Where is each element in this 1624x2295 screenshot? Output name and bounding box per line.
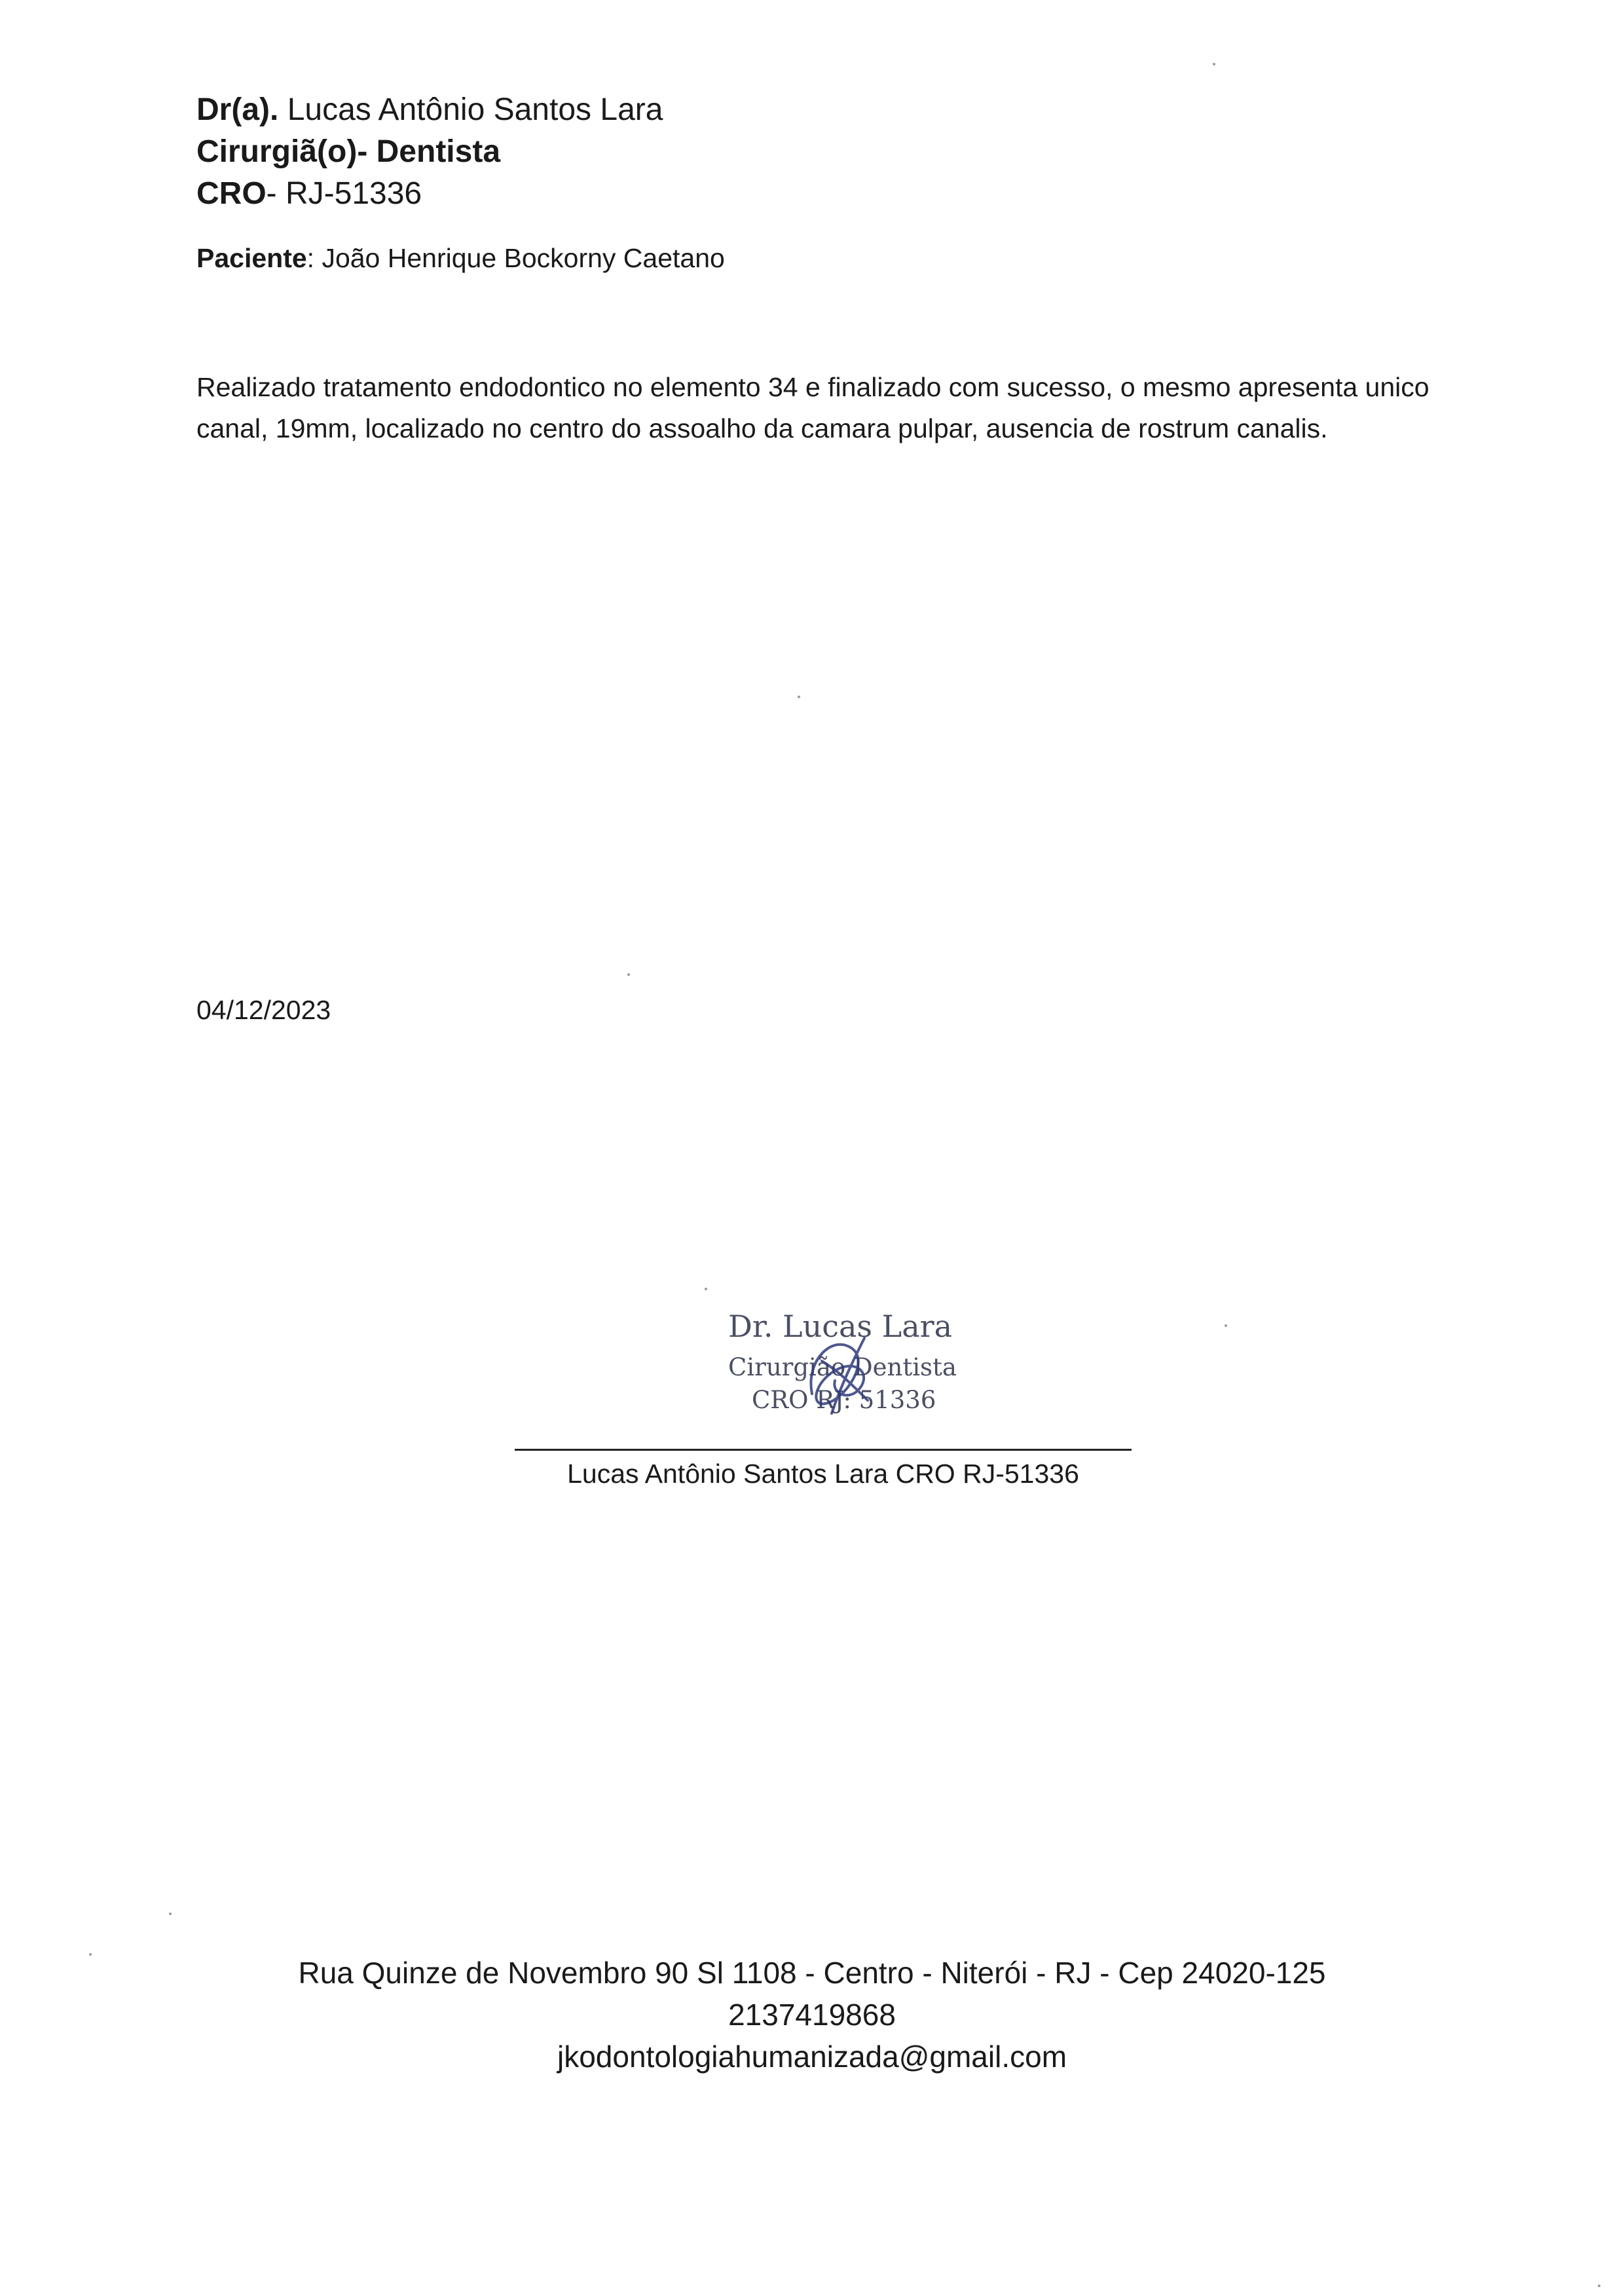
scan-speck <box>169 1912 172 1915</box>
signature-caption: Lucas Antônio Santos Lara CRO RJ-51336 <box>567 1459 1079 1489</box>
scan-speck <box>627 973 630 976</box>
cro-label: CRO <box>196 176 267 211</box>
scan-speck <box>89 1953 92 1956</box>
doctor-stamp <box>720 1309 995 1427</box>
footer-email: jkodontologiahumanizada@gmail.com <box>557 2040 1067 2074</box>
doctor-name-line <box>196 89 663 131</box>
scan-speck <box>1598 2285 1600 2287</box>
stamp-cro: CRO RJ: 51336 <box>752 1386 936 1414</box>
report-body: Realizado tratamento endodontico no elemento 34 e finalizado com sucesso, o mesmo apresenta unico canal, 19mm, localizado no centro do assoalho da camara pulpar, ausencia de rostrum canalis. <box>196 372 1430 443</box>
scan-speck <box>1213 63 1215 65</box>
footer-phone: 2137419868 <box>728 1998 896 2032</box>
patient-line <box>196 240 725 276</box>
cro-value: - RJ-51336 <box>266 176 422 211</box>
scan-speck <box>1225 1324 1227 1327</box>
doctor-profession: Cirurgiã(o)- Dentista <box>196 134 501 169</box>
patient-label: Paciente <box>196 243 307 273</box>
cro-line <box>196 173 663 215</box>
patient-name: : João Henrique Bockorny Caetano <box>306 243 725 273</box>
footer-contact <box>196 1952 1428 2078</box>
scan-speck <box>705 1288 707 1290</box>
scan-speck <box>798 696 800 698</box>
doctor-prefix: Dr(a). <box>196 92 279 127</box>
doctor-header <box>196 89 663 215</box>
signature-line <box>515 1449 1132 1451</box>
handwritten-signature <box>786 1322 891 1420</box>
stamp-title: Cirurgião Dentista <box>728 1353 957 1381</box>
footer-address: Rua Quinze de Novembro 90 Sl 1108 - Centro - Niterói - RJ - Cep 24020-125 <box>298 1956 1326 1990</box>
doctor-name: Lucas Antônio Santos Lara <box>287 92 663 127</box>
stamp-name: Dr. Lucas Lara <box>728 1309 953 1344</box>
report-date: 04/12/2023 <box>196 995 331 1025</box>
